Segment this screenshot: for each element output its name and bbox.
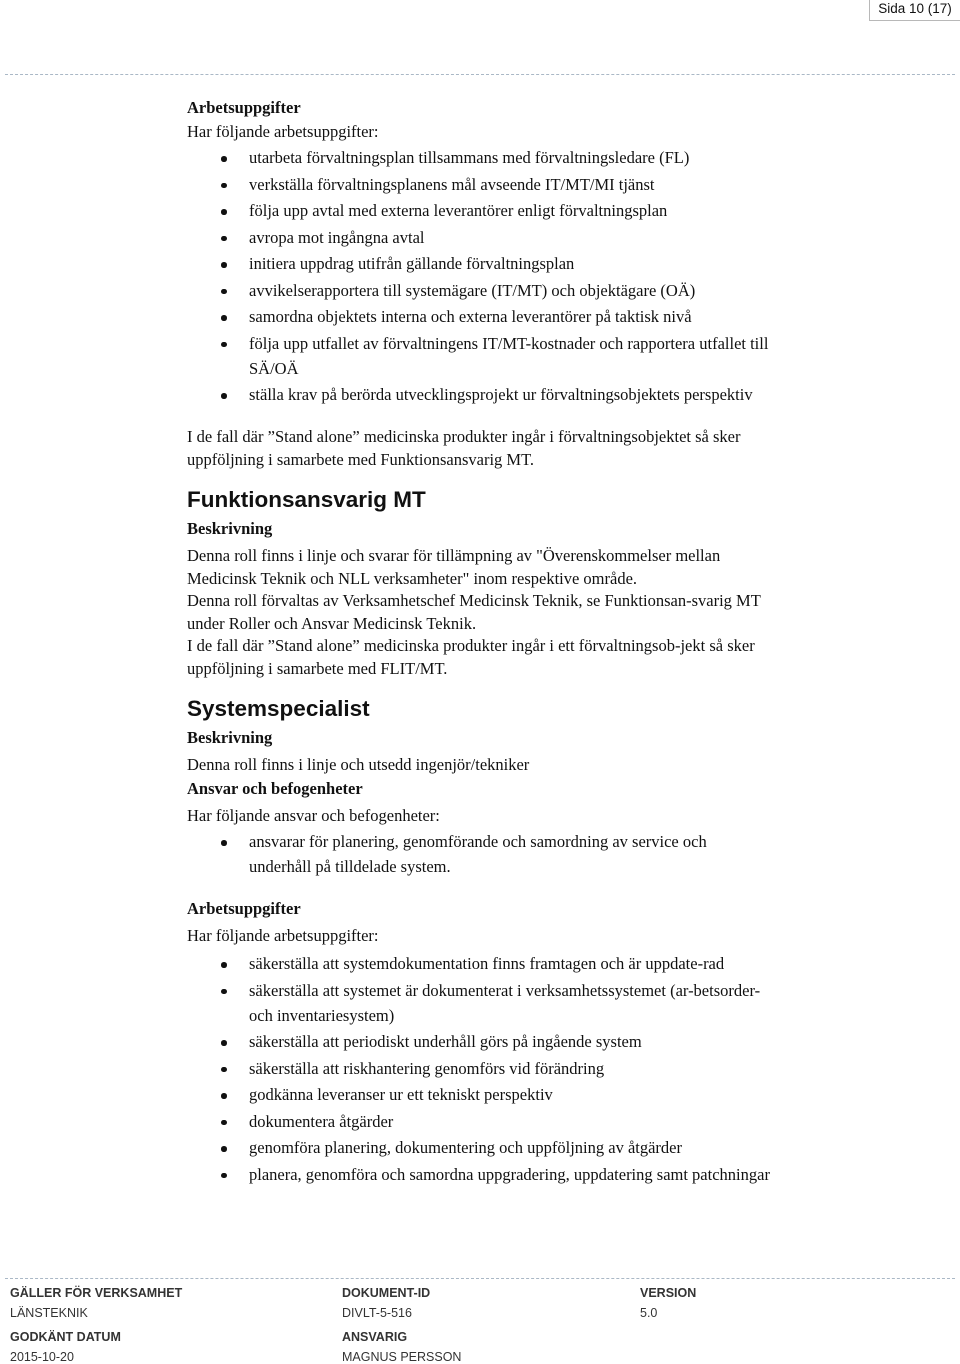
footer-version-label: VERSION — [640, 1286, 697, 1300]
bullet-icon — [221, 1146, 227, 1152]
bullet-icon — [221, 840, 227, 846]
bullet-icon — [221, 1120, 227, 1126]
list-item-text: godkänna leveranser ur ett tekniskt perspektiv — [249, 1085, 553, 1104]
list-item — [187, 278, 787, 303]
header-divider — [5, 74, 955, 75]
task-list — [187, 951, 787, 1187]
footer-version — [640, 1286, 696, 1320]
footer-approved-value: 2015-10-20 — [10, 1350, 74, 1364]
list-item-text: ställa krav på berörda utvecklingsprojekt ur förvaltningsobjektets perspektiv — [249, 385, 753, 404]
list-item — [187, 304, 787, 329]
bullet-icon — [221, 1093, 227, 1099]
document-body — [187, 96, 787, 1188]
list-item-text: planera, genomföra och samordna uppgradering, uppdatering samt patchningar — [249, 1164, 770, 1184]
list-item-text: följa upp avtal med externa leverantörer enligt förvaltningsplan — [249, 201, 668, 220]
list-item — [187, 1029, 787, 1054]
bullet-icon — [221, 1040, 227, 1046]
list-item — [187, 382, 769, 407]
subheading-beskrivning: Beskrivning — [187, 519, 273, 538]
footer-responsible-value: MAGNUS PERSSON — [342, 1350, 462, 1364]
footer-approved-label: GODKÄNT DATUM — [10, 1330, 121, 1344]
list-item — [187, 1162, 779, 1187]
list-item-text: säkerställa att systemet är dokumenterat i verksamhetssystemet (ar-betsorder- och inventariesystem) — [249, 980, 761, 1025]
bullet-icon — [221, 989, 227, 995]
page-number: Sida 10 (17) — [869, 0, 960, 21]
footer-docid-label: DOKUMENT-ID — [342, 1286, 431, 1300]
list-item-text: avropa mot ingångna avtal — [249, 227, 425, 247]
bullet-icon — [221, 1067, 227, 1073]
list-item-text: verkställa förvaltningsplanens mål avseende IT/MT/MI tjänst — [249, 174, 655, 194]
footer-approved — [10, 1330, 121, 1364]
bullet-icon — [221, 236, 227, 242]
list-item-text: utarbeta förvaltningsplan tillsammans med förvaltningsledare (FL) — [249, 148, 690, 167]
bullet-icon — [221, 962, 227, 968]
list-item — [187, 1056, 787, 1081]
list-item — [187, 1082, 787, 1107]
section-heading-arbetsuppgifter: Arbetsuppgifter — [187, 899, 301, 918]
bullet-icon — [221, 315, 227, 321]
subheading-beskrivning: Beskrivning — [187, 728, 273, 747]
list-item — [187, 225, 787, 250]
bullet-icon — [221, 183, 227, 189]
list-item — [187, 978, 779, 1028]
list-item — [187, 829, 759, 879]
footer-version-value: 5.0 — [640, 1306, 658, 1320]
paragraph: I de fall där ”Stand alone” medicinska produkter ingår i ett förvaltningsob-jekt så sker uppföljning i samarbete med FLIT/MT. — [187, 636, 755, 678]
list-item — [187, 145, 787, 170]
list-item — [187, 172, 787, 197]
footer-applies-label: GÄLLER FÖR VERKSAMHET — [10, 1286, 183, 1300]
stand-alone-note: I de fall där ”Stand alone” medicinska produkter ingår i förvaltningsobjektet så sker uppföljning i samarbete med Funktionsansvarig MT. — [187, 427, 741, 469]
bullet-icon — [221, 393, 227, 399]
footer-responsible-label: ANSVARIG — [342, 1330, 408, 1344]
section-title-funktionsansvarig: Funktionsansvarig MT — [187, 487, 426, 512]
list-item-text: säkerställa att systemdokumentation finns framtagen och är uppdate-rad — [249, 954, 725, 973]
footer-applies — [10, 1286, 182, 1320]
list-item — [187, 1135, 787, 1160]
list-item-text: säkerställa att periodiskt underhåll görs på ingående system — [249, 1032, 642, 1051]
section-intro: Har följande arbetsuppgifter: — [187, 926, 379, 945]
bullet-icon — [221, 342, 227, 348]
bullet-icon — [221, 262, 227, 268]
list-item — [187, 1109, 787, 1134]
subheading-ansvar: Ansvar och befogenheter — [187, 779, 363, 798]
list-item-text: initiera uppdrag utifrån gällande förvaltningsplan — [249, 254, 575, 273]
bullet-icon — [221, 1173, 227, 1179]
section-intro: Har följande ansvar och befogenheter: — [187, 806, 440, 825]
list-item — [187, 251, 787, 276]
list-item-text: ansvarar för planering, genomförande och samordning av service och underhåll på tilldelade system. — [249, 832, 707, 876]
list-item-text: genomföra planering, dokumentering och uppföljning av åtgärder — [249, 1138, 682, 1157]
list-item-text: följa upp utfallet av förvaltningens IT/MT-kostnader och rapportera utfallet till SÄ/OÄ — [249, 333, 769, 378]
paragraph: Denna roll förvaltas av Verksamhetschef Medicinsk Teknik, se Funktionsan-svarig MT under Roller och Ansvar Medicinsk Teknik. — [187, 591, 761, 633]
section-title-systemspecialist: Systemspecialist — [187, 696, 370, 721]
bullet-icon — [221, 209, 227, 215]
list-item-text: samordna objektets interna och externa leverantörer på taktisk nivå — [249, 307, 692, 326]
list-item — [187, 331, 769, 381]
footer-responsible — [342, 1330, 461, 1364]
footer-applies-value: LÄNSTEKNIK — [10, 1306, 88, 1320]
list-item — [187, 198, 787, 223]
bullet-icon — [221, 156, 227, 162]
task-list — [187, 145, 787, 407]
responsibility-list — [187, 829, 787, 879]
section-intro: Har följande arbetsuppgifter: — [187, 122, 379, 141]
list-item — [187, 951, 779, 976]
footer-docid — [342, 1286, 430, 1320]
paragraph: Denna roll finns i linje och svarar för tillämpning av "Överenskommelser mellan Medicinsk Teknik och NLL verksamheter" inom respektive område. — [187, 546, 721, 588]
footer-docid-value: DIVLT-5-516 — [342, 1306, 412, 1320]
list-item-text: avvikelserapportera till systemägare (IT/MT) och objektägare (OÄ) — [249, 280, 696, 300]
role-description: Denna roll finns i linje och utsedd ingenjör/tekniker — [187, 755, 530, 774]
footer-divider — [5, 1278, 955, 1279]
bullet-icon — [221, 289, 227, 295]
list-item-text: säkerställa att riskhantering genomförs vid förändring — [249, 1058, 605, 1078]
section-heading-arbetsuppgifter: Arbetsuppgifter — [187, 98, 301, 117]
list-item-text: dokumentera åtgärder — [249, 1111, 394, 1131]
